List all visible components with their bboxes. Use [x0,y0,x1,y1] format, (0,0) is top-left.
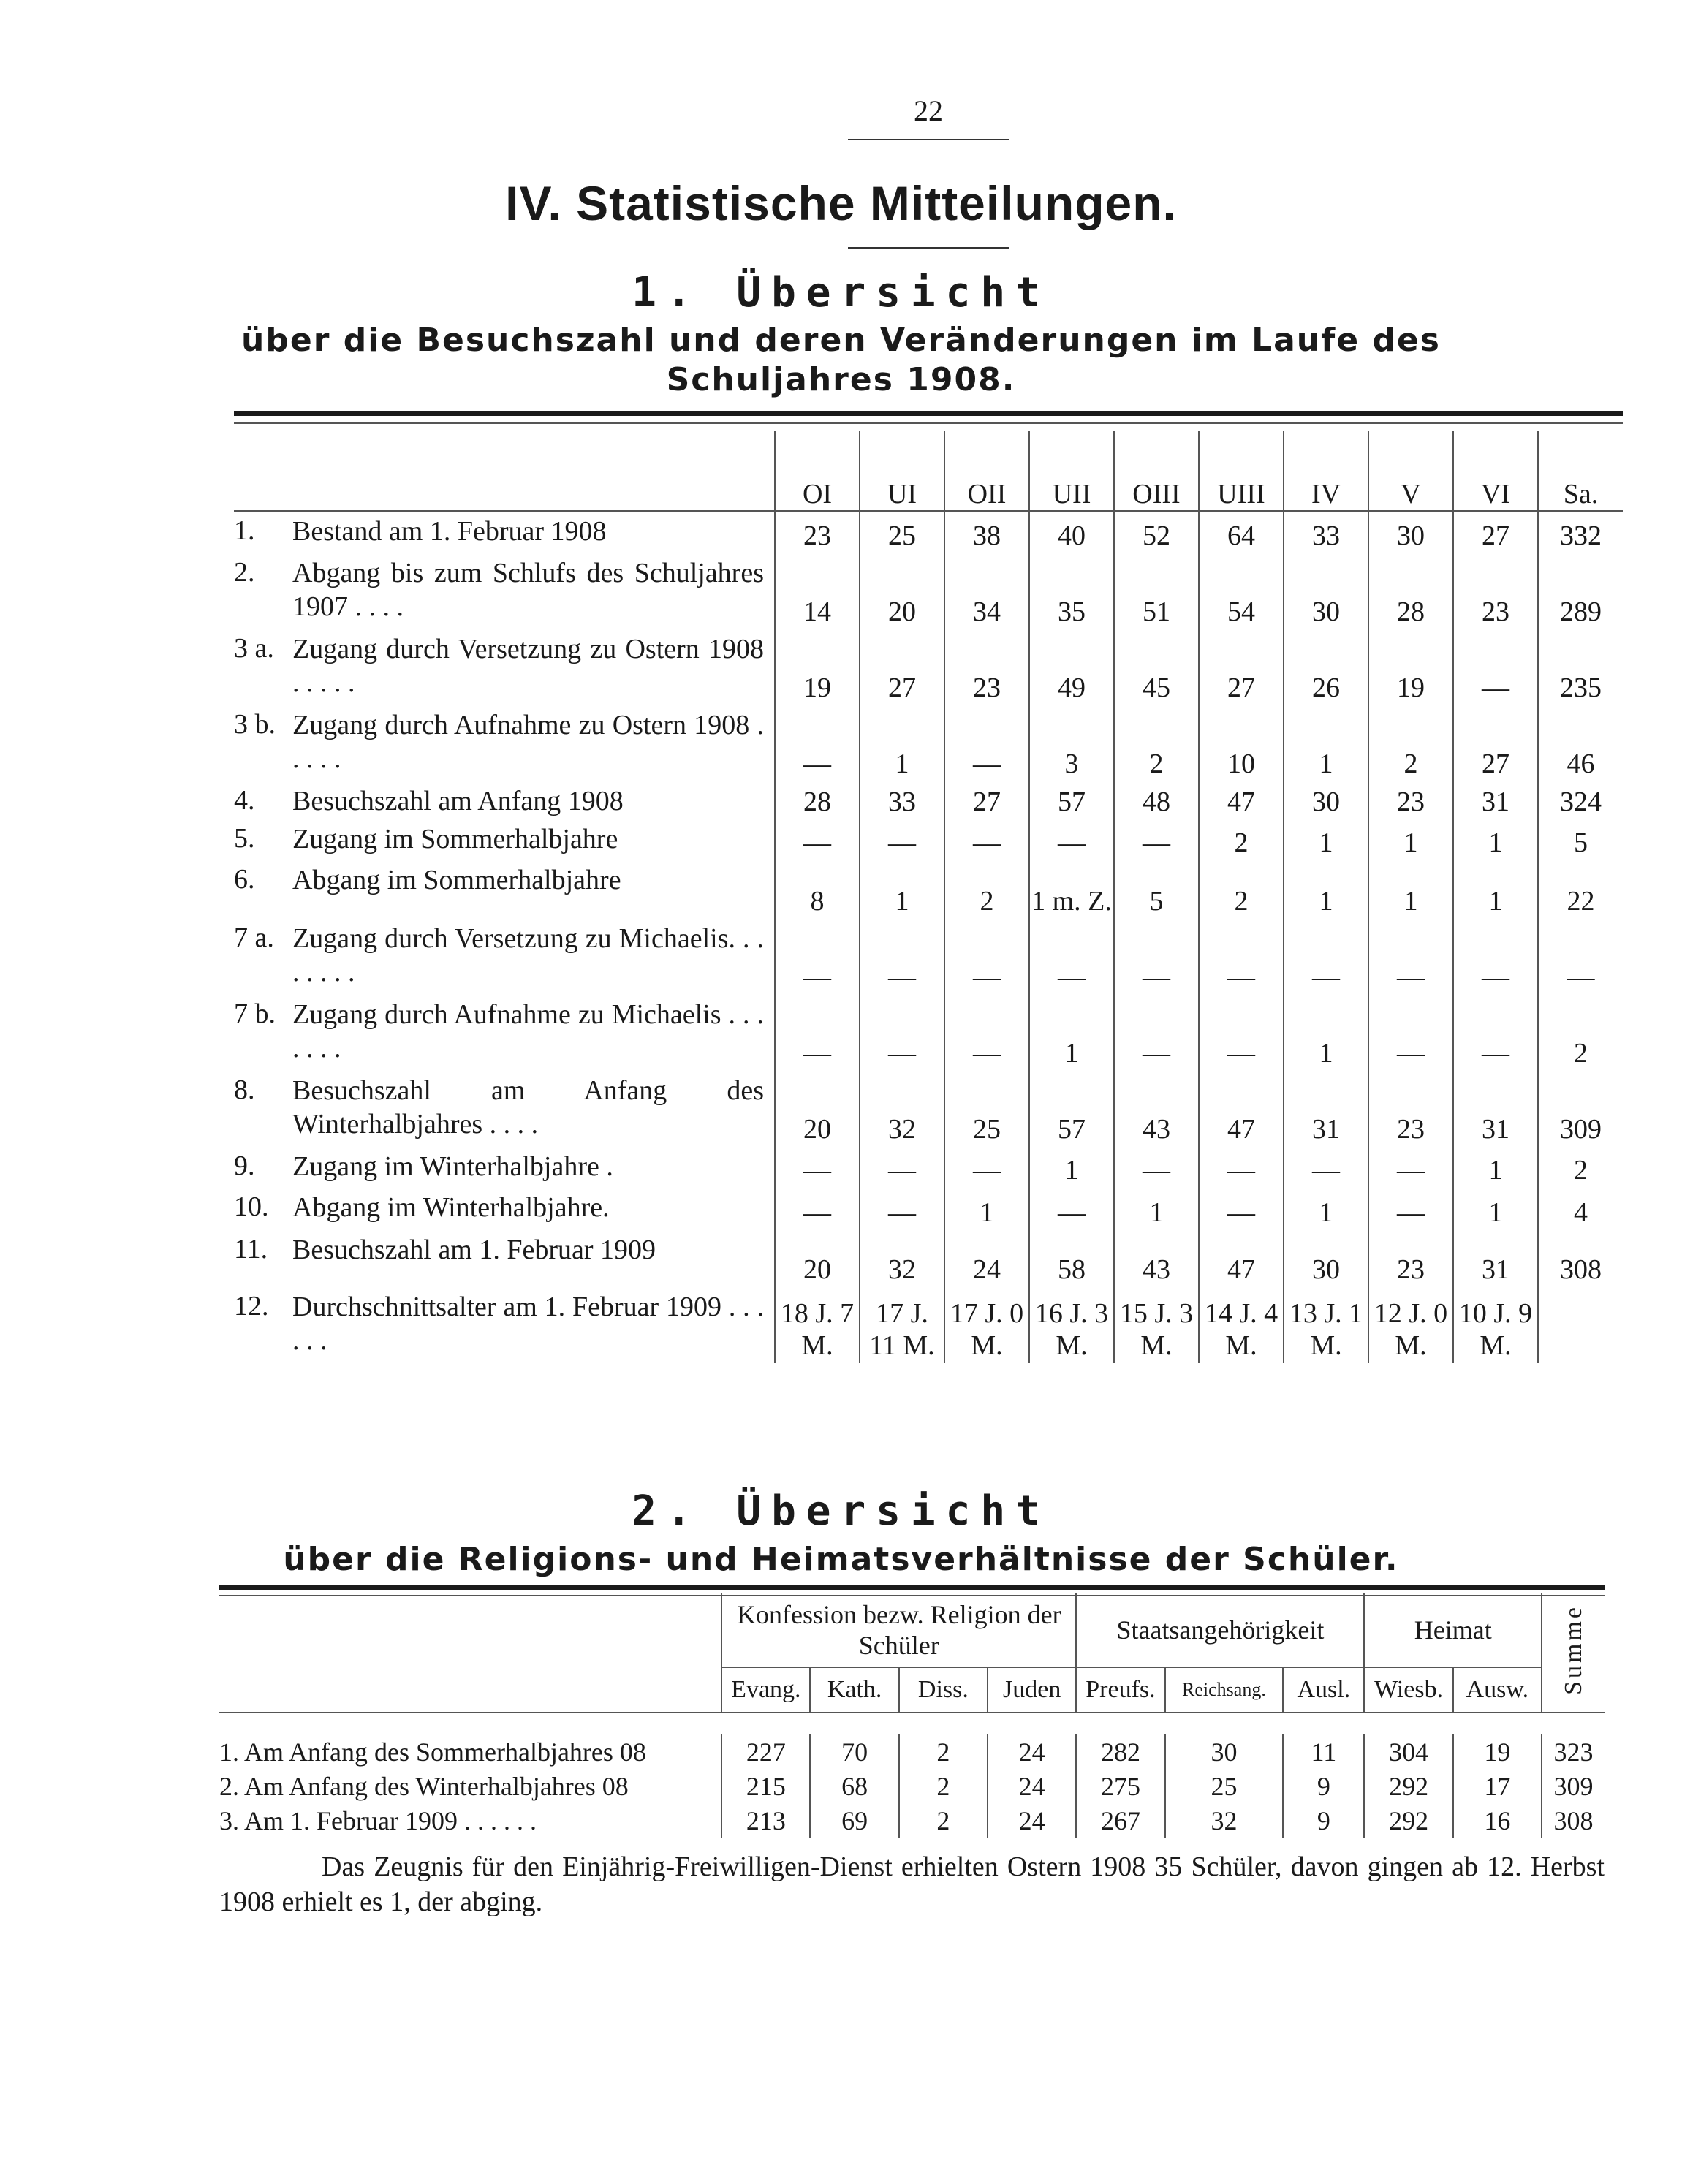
table-row [234,995,1623,1071]
table-cell: — [1453,629,1538,705]
table-cell: 43 [1114,1071,1199,1147]
table2-subheader-row [219,1667,1605,1713]
column-header: UIII [1199,431,1284,511]
table-row [234,1287,1623,1363]
row-number: 1. [234,515,255,546]
table-cell: 33 [1284,511,1368,553]
table-cell: 57 [1029,781,1114,819]
row-label: Zugang im Sommerhalbjahre [292,824,618,854]
table-cell: — [860,995,944,1071]
table-cell: 47 [1199,781,1284,819]
table-cell: 30 [1368,511,1453,553]
column-header: IV [1284,431,1368,511]
row-label: Durchschnittsalter am 1. Februar 1909 . . . . . . [292,1292,764,1356]
table-cell: 11 [1283,1734,1364,1769]
table-cell: 1 [1029,1147,1114,1188]
table-cell: 25 [1165,1769,1284,1803]
section1-subtitle-line1: über die Besuchszahl und deren Veränderungen im Laufe des [241,322,1441,359]
table-cell: — [775,1147,860,1188]
table-row [219,1803,1605,1838]
table-cell: 30 [1284,781,1368,819]
table-cell: 2 [899,1803,988,1838]
row-number: 2. [234,557,255,588]
table-cell: 324 [1538,781,1623,819]
table-cell: 213 [721,1803,810,1838]
table-cell: — [1453,919,1538,995]
table-cell: 19 [1368,629,1453,705]
table-cell: 235 [1538,629,1623,705]
row-label: Zugang durch Versetzung zu Ostern 1908 . . . . . [292,634,764,698]
table-cell: — [1199,1188,1284,1230]
row-label: Bestand am 1. Februar 1908 [292,516,607,547]
table-cell: 215 [721,1769,810,1803]
table-cell: 1 [1114,1188,1199,1230]
table-cell: 289 [1538,553,1623,629]
group-konfession: Konfession bezw. Religion der Schüler [721,1593,1076,1667]
table-cell: 14 [775,553,860,629]
table-row [234,553,1623,629]
table-cell: — [1368,995,1453,1071]
table-cell: 17 J. 0 M. [944,1287,1029,1363]
table-cell: 25 [860,511,944,553]
table-cell: 27 [1453,705,1538,781]
table-cell: 1 [1284,705,1368,781]
table-cell: 2 [1538,1147,1623,1188]
row-number: 3 a. [234,633,274,664]
table-cell: 1 [860,705,944,781]
table-cell: 2 [944,860,1029,919]
table-cell: — [1368,1188,1453,1230]
table-cell: 30 [1165,1734,1284,1769]
subcolumn-header: Kath. [810,1667,898,1713]
table-cell: 23 [775,511,860,553]
section2-title: 2. Übersicht [632,1487,1050,1535]
table-cell: 58 [1029,1230,1114,1287]
table-cell: 1 [1284,995,1368,1071]
table-cell: 1 [1453,860,1538,919]
table-cell: — [1114,995,1199,1071]
table-cell: 31 [1453,1230,1538,1287]
table-cell: — [1199,995,1284,1071]
table-cell: — [860,819,944,860]
chapter-rule [848,247,1009,249]
table2-group-header-row [219,1593,1605,1667]
table-cell: 28 [775,781,860,819]
header-empty-num [234,431,292,511]
table-cell: 2 [899,1769,988,1803]
row-label: 2. Am Anfang des Winterhalbjahres 08 [219,1771,629,1801]
table-cell: 5 [1114,860,1199,919]
column-header: OII [944,431,1029,511]
table-cell: 1 [1029,995,1114,1071]
table-cell: 15 J. 3 M. [1114,1287,1199,1363]
row-number: 11. [234,1234,268,1264]
table-row [234,1188,1623,1230]
table-cell: 10 [1199,705,1284,781]
table-cell: 1 [944,1188,1029,1230]
table-cell: 34 [944,553,1029,629]
table-cell: 32 [860,1230,944,1287]
table-cell: 292 [1364,1803,1452,1838]
column-header: VI [1453,431,1538,511]
table2-spacer-row [219,1713,1605,1734]
table-cell: 20 [775,1071,860,1147]
table-cell: 64 [1199,511,1284,553]
footnote-paragraph [219,1849,1605,1919]
table-cell: 40 [1029,511,1114,553]
table-cell: 1 [1368,860,1453,919]
table-cell: 5 [1538,819,1623,860]
row-label: Zugang durch Aufnahme zu Michaelis . . . . . . . [292,999,764,1063]
table-row [234,1147,1623,1188]
table-cell: — [1199,1147,1284,1188]
table-cell: — [860,1188,944,1230]
row-label: Zugang durch Versetzung zu Michaelis. . . . . . . . [292,923,764,987]
table-besuchszahl [234,431,1623,1363]
table-cell: — [1114,919,1199,995]
chapter-title: IV. Statistische Mitteilungen. [505,176,1177,230]
table-cell: 54 [1199,553,1284,629]
table-cell: 30 [1284,553,1368,629]
table-cell: — [944,919,1029,995]
column-header: V [1368,431,1453,511]
table-cell: — [1538,919,1623,995]
row-label: Abgang im Winterhalbjahre. [292,1192,610,1223]
table-cell: 70 [810,1734,898,1769]
subcolumn-header: Diss. [899,1667,988,1713]
table-row [234,781,1623,819]
table-cell: 23 [944,629,1029,705]
table-cell: 45 [1114,629,1199,705]
table-cell: 27 [1453,511,1538,553]
table-cell: 13 J. 1 M. [1284,1287,1368,1363]
table-cell: 28 [1368,553,1453,629]
header-empty-label [292,431,775,511]
column-header: OIII [1114,431,1199,511]
row-number: 4. [234,785,255,816]
table-cell: 57 [1029,1071,1114,1147]
table-cell: — [944,1147,1029,1188]
table-cell: 16 [1453,1803,1542,1838]
table-cell: 24 [988,1803,1076,1838]
column-header: Sa. [1538,431,1623,511]
table-cell: 309 [1538,1071,1623,1147]
table-cell: 52 [1114,511,1199,553]
table-cell: 308 [1538,1230,1623,1287]
table-cell: 1 [1453,1147,1538,1188]
column-header: UII [1029,431,1114,511]
group-summe [1542,1593,1605,1713]
table-cell: — [944,995,1029,1071]
table-cell: 24 [988,1734,1076,1769]
table-cell: 332 [1538,511,1623,553]
table-cell: 31 [1453,781,1538,819]
summe-label: Summe [1559,1604,1587,1695]
table-cell: — [1199,919,1284,995]
table-cell: 24 [944,1230,1029,1287]
table-cell: 308 [1542,1803,1605,1838]
row-number: 9. [234,1150,255,1181]
subcolumn-header: Evang. [721,1667,810,1713]
table-cell: — [775,705,860,781]
table-cell [1538,1287,1623,1363]
table-cell: 46 [1538,705,1623,781]
table-cell: 47 [1199,1071,1284,1147]
table-cell: 43 [1114,1230,1199,1287]
row-label: 3. Am 1. Februar 1909 . . . . . . [219,1805,537,1835]
table-cell: 19 [1453,1734,1542,1769]
table-cell: — [1453,995,1538,1071]
page-number: 22 [914,94,943,127]
table-row [234,629,1623,705]
table-row [219,1734,1605,1769]
subcolumn-header: Juden [988,1667,1076,1713]
table-row [234,1071,1623,1147]
table-cell: 32 [860,1071,944,1147]
subcolumn-header: Ausw. [1453,1667,1542,1713]
table-cell: 292 [1364,1769,1452,1803]
table-row [234,1230,1623,1287]
row-number: 6. [234,864,255,895]
table-row [234,819,1623,860]
row-number: 7 b. [234,998,276,1029]
table-cell: 227 [721,1734,810,1769]
row-label: Besuchszahl am Anfang 1908 [292,786,624,816]
table-cell: — [775,1188,860,1230]
table-cell: — [1284,919,1368,995]
row-number: 5. [234,823,255,854]
subheader-empty [219,1667,721,1713]
table-cell: 1 [1284,1188,1368,1230]
table-religion-heimat [219,1593,1605,1838]
table-cell: 2 [899,1734,988,1769]
table-cell: — [1114,819,1199,860]
table-cell: 23 [1368,1071,1453,1147]
group-staatsangehoerigkeit: Staatsangehörigkeit [1076,1593,1364,1667]
table-cell: 1 [1284,860,1368,919]
row-number: 10. [234,1191,269,1222]
table-cell: — [944,705,1029,781]
table-cell: — [775,819,860,860]
table-cell: 26 [1284,629,1368,705]
table-cell: 47 [1199,1230,1284,1287]
table-cell: — [775,919,860,995]
table-cell: 32 [1165,1803,1284,1838]
column-header: UI [860,431,944,511]
footnote-text: Das Zeugnis für den Einjährig-Freiwilligen-Dienst erhielten Ostern 1908 35 Schüler, davon gingen ab 12. Herbst 1908 erhielt es 1, der abging. [219,1851,1605,1917]
subcolumn-header: Ausl. [1283,1667,1364,1713]
table-cell: — [1368,1147,1453,1188]
row-number: 8. [234,1074,255,1105]
table-cell: 2 [1199,819,1284,860]
row-label: Zugang im Winterhalbjahre . [292,1151,613,1182]
table-cell: 2 [1199,860,1284,919]
table-cell: — [1368,919,1453,995]
table-cell: — [1029,1188,1114,1230]
table-cell: 38 [944,511,1029,553]
row-number: 3 b. [234,709,276,740]
row-label: Besuchszahl am Anfang des Winterhalbjahres . . . . [292,1075,764,1140]
table-cell: 33 [860,781,944,819]
table-cell: 17 [1453,1769,1542,1803]
table-cell: 282 [1076,1734,1164,1769]
table-cell: 51 [1114,553,1199,629]
table-cell: 12 J. 0 M. [1368,1287,1453,1363]
table-cell: 31 [1284,1071,1368,1147]
column-header: OI [775,431,860,511]
row-label: Abgang im Sommerhalbjahre [292,865,621,895]
table-cell: 31 [1453,1071,1538,1147]
table-cell: 1 [860,860,944,919]
table-cell: — [775,995,860,1071]
table-cell: 27 [860,629,944,705]
table-cell: 69 [810,1803,898,1838]
table-cell: 10 J. 9 M. [1453,1287,1538,1363]
table-cell: 35 [1029,553,1114,629]
table-cell: 20 [775,1230,860,1287]
table-cell: 2 [1114,705,1199,781]
table-cell: 309 [1542,1769,1605,1803]
table-cell: — [1029,919,1114,995]
section2-heavy-rule [219,1585,1605,1590]
row-label: Zugang durch Aufnahme zu Ostern 1908 . . . . . [292,710,764,774]
table-cell: 14 J. 4 M. [1199,1287,1284,1363]
table-cell: 1 [1368,819,1453,860]
section2-subtitle: über die Religions- und Heimatsverhältnisse der Schüler. [283,1541,1399,1578]
table-cell: 304 [1364,1734,1452,1769]
table-cell: 4 [1538,1188,1623,1230]
section1-subtitle-line2: Schuljahres 1908. [666,361,1016,398]
table-cell: 18 J. 7 M. [775,1287,860,1363]
subcolumn-header: Preufs. [1076,1667,1164,1713]
table-cell: 23 [1368,781,1453,819]
table-row [234,705,1623,781]
table-cell: 3 [1029,705,1114,781]
table-cell: 267 [1076,1803,1164,1838]
table-row [234,511,1623,553]
table-cell: — [860,1147,944,1188]
table-cell: 24 [988,1769,1076,1803]
table-cell: 17 J. 11 M. [860,1287,944,1363]
table-cell: 68 [810,1769,898,1803]
table-cell: 16 J. 3 M. [1029,1287,1114,1363]
table-cell: 19 [775,629,860,705]
table-cell: 8 [775,860,860,919]
table-cell: 1 [1453,819,1538,860]
table-cell: — [1029,819,1114,860]
table-cell: 25 [944,1071,1029,1147]
table-cell: 48 [1114,781,1199,819]
page-number-rule [848,139,1009,140]
table-cell: 23 [1453,553,1538,629]
table-cell: 27 [944,781,1029,819]
table2-header-underline [219,1713,1605,1734]
header-empty [219,1593,721,1667]
table-cell: 23 [1368,1230,1453,1287]
table-cell: 30 [1284,1230,1368,1287]
section1-thin-rule [234,422,1623,424]
row-label: Besuchszahl am 1. Februar 1909 [292,1235,656,1265]
table-cell: 323 [1542,1734,1605,1769]
table-row [219,1769,1605,1803]
subcolumn-header: Reichsang. [1165,1667,1284,1713]
row-label: 1. Am Anfang des Sommerhalbjahres 08 [219,1737,646,1767]
table-cell: 275 [1076,1769,1164,1803]
table-cell: 9 [1283,1769,1364,1803]
table-cell: — [1284,1147,1368,1188]
table-cell: — [944,819,1029,860]
group-heimat: Heimat [1364,1593,1542,1667]
section1-heavy-rule [234,411,1623,416]
row-number: 7 a. [234,922,274,953]
table-cell: 9 [1283,1803,1364,1838]
table-row [234,860,1623,919]
table-cell: 22 [1538,860,1623,919]
table-cell: 27 [1199,629,1284,705]
section1-title: 1. Übersicht [632,269,1050,316]
table-header-row [234,431,1623,511]
table-row [234,919,1623,995]
table-cell: — [1114,1147,1199,1188]
table-cell: 2 [1368,705,1453,781]
table-cell: 1 [1284,819,1368,860]
row-label: Abgang bis zum Schlufs des Schuljahres 1907 . . . . [292,558,764,622]
table-cell: 49 [1029,629,1114,705]
table-cell: 2 [1538,995,1623,1071]
table-cell: 20 [860,553,944,629]
table-cell: 1 [1453,1188,1538,1230]
row-number: 12. [234,1291,269,1322]
table-cell: — [860,919,944,995]
subcolumn-header: Wiesb. [1364,1667,1452,1713]
table-cell: 1 m. Z. [1029,860,1114,919]
